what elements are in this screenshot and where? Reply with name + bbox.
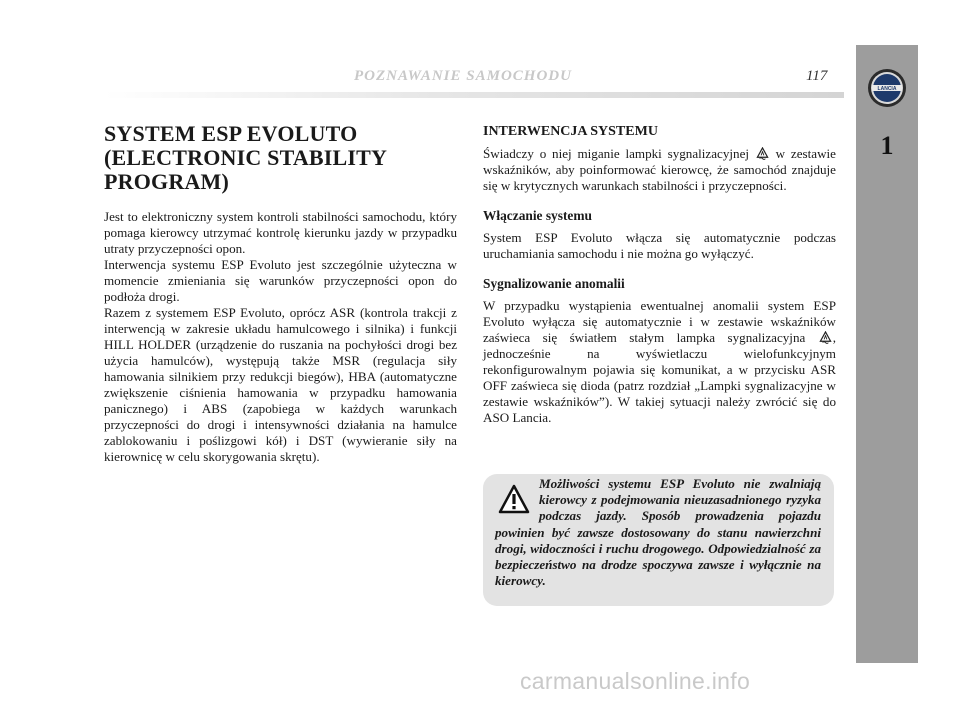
subhead-anomalie: Sygnalizowanie anomalii — [483, 276, 625, 291]
esp-warning-lamp-icon — [756, 147, 769, 160]
section-title-interwencja: INTERWENCJA SYSTEMU — [483, 124, 658, 139]
watermark: carmanualsonline.info — [520, 668, 751, 694]
page-title — [104, 122, 457, 194]
header-rule — [104, 92, 844, 98]
left-body-text: Jest to elektroniczny system kontroli stabilności samochodu, który pomaga kierowcy utrzymać kontrolę kierunku jazdy w przypadku utraty przyczepności opon. Interwencja systemu ESP Evoluto jest szczególnie użyteczna w momencie zmieniania się warunków przyczepności opon do podłoża drogi. Razem z systemem ESP Evoluto, oprócz ASR (kontrola trakcji z interwencją w zakresie układu hamulcowego i silnika) i funkcji HILL HOLDER (urządzenie do ruszania na pochyłości drogi bez użycia hamulców), występują także MSR (regulacja siły hamowania silnikiem przy redukcji biegów), HBA (automatyczne zwiększenie ciśnienia hamowania w przypadku hamowania panicznego) i ABS (zapobiega w każdych warunkach przyczepności do drogi i intensywności działania na hamulce zablokowaniu i poślizgowi kół) i DST (wywieranie siły na kierownicę w celu skorygowania skrętu). — [104, 209, 457, 464]
right-column — [483, 124, 836, 426]
warning-text: Możliwości systemu ESP Evoluto nie zwalniają kierowcy z podejmowania nieuzasadnionego ryzyka podczas jazdy. Sposób prowadzenia pojazdu powinien być zawsze dostosowany do stanu nawierzchni drogi, widoczności i ruchu drogowego. Odpowiedzialność za bezpieczeństwo na drodze spoczywa zawsze i wyłącznie na kierowcy. — [495, 476, 821, 589]
title-line-3: PROGRAM) — [104, 169, 230, 194]
warning-box — [483, 474, 834, 606]
chapter-number: 1 — [880, 131, 894, 160]
interwencja-body — [483, 146, 836, 194]
interwencja-text-1: Świadczy o niej miganie lampki sygnalizacyjnej — [483, 146, 750, 161]
page-number: 117 — [806, 68, 828, 84]
subhead-wlaczanie: Włączanie systemu — [483, 208, 592, 223]
logo-text: LANCIA — [877, 86, 897, 92]
title-line-2: (ELECTRONIC STABILITY — [104, 145, 388, 170]
header-section-title: POZNAWANIE SAMOCHODU — [354, 68, 572, 84]
left-column — [104, 122, 457, 465]
lancia-logo-icon — [867, 68, 907, 108]
anomalie-body — [483, 298, 836, 426]
esp-warning-lamp-icon — [819, 331, 832, 344]
wlaczanie-body: System ESP Evoluto włącza się automatycznie podczas uruchamiania samochodu i nie można go wyłączyć. — [483, 230, 836, 261]
anomalie-text-1: W przypadku wystąpienia ewentualnej anomalii system ESP Evoluto wyłącza się automatycznie i w zestawie wskaźników zaświeca się światłem stałym lampka sygnalizacyjna — [483, 298, 836, 345]
title-line-1: SYSTEM ESP EVOLUTO — [104, 121, 358, 146]
interwencja-text-2: w zestawie wskaźników, aby poinformować kierowcę, że samochód znajduje się w krytycznych warunkach stabilności i przyczepności. — [483, 146, 836, 193]
anomalie-text-2: , jednocześnie na wyświetlaczu wielofunkcyjnym rekonfigurowalnym pojawia się komunikat, a w przycisku ASR OFF zaświeca się dioda (patrz rozdział „Lampki sygnalizacyjne w zestawie wskaźników”). W takiej sytuacji należy zwrócić się do ASO Lancia. — [483, 330, 836, 425]
